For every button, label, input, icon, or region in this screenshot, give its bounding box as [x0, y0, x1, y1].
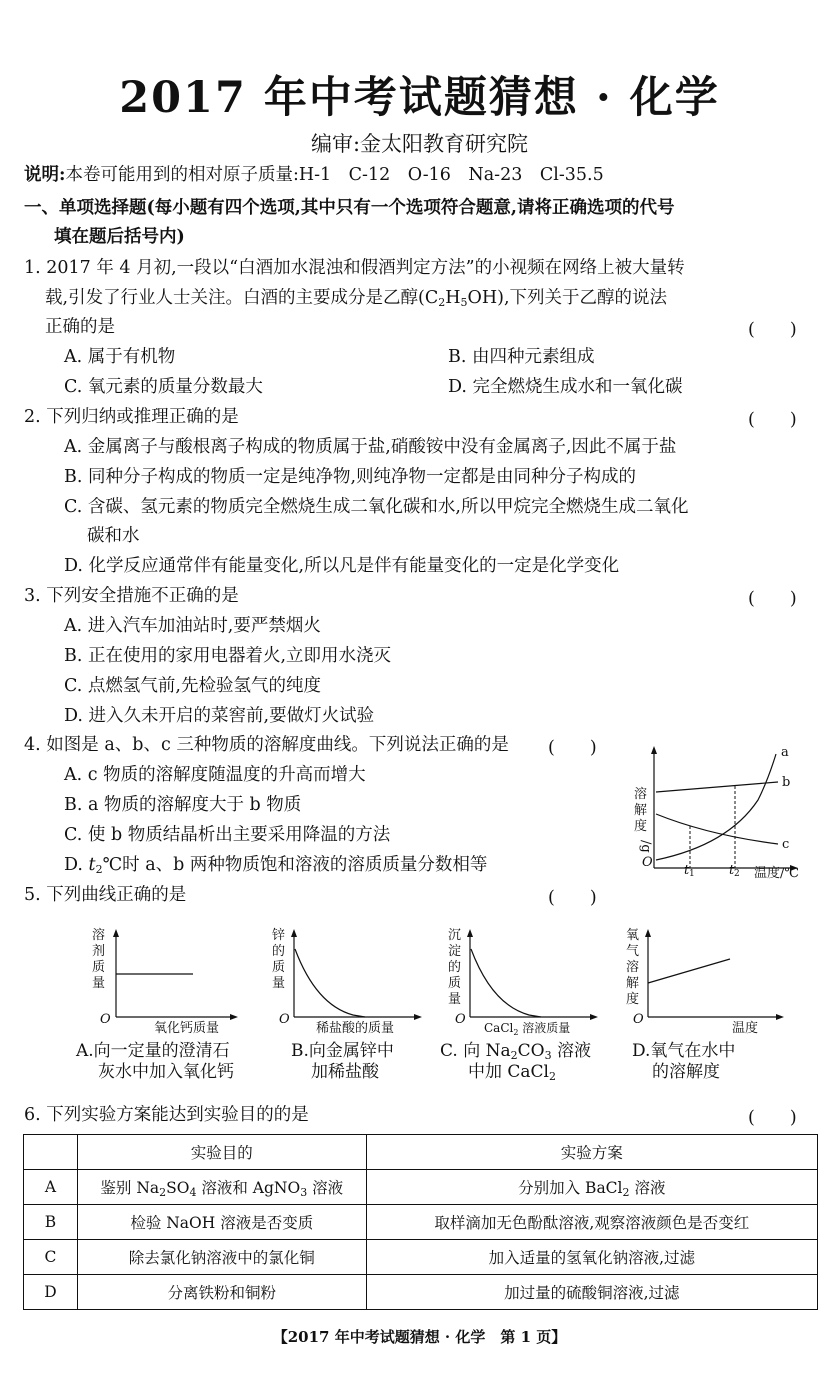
table-header — [24, 1135, 78, 1170]
t1-label: t — [684, 863, 690, 878]
ylabel-char: 量 — [272, 976, 286, 991]
curve-b-label: b — [782, 775, 791, 790]
row-purpose: 鉴别 $Na_2SO_4$ 溶液和 AgNO$_3$ 溶液 — [77, 1170, 366, 1205]
graph-xlabel: 氧化钙质量 — [154, 1021, 220, 1036]
table-header: 实验方案 — [366, 1135, 817, 1170]
q1-text-b: H — [445, 288, 461, 308]
q5-caption-d2: 的溶解度 — [652, 1062, 720, 1082]
q5-graph-d — [622, 925, 792, 1037]
ylabel-char: 量 — [92, 976, 106, 991]
ylabel-char: 度 — [626, 992, 640, 1007]
q4-stem: 4. 如图是 a、b、c 三种物质的溶解度曲线。下列说法正确的是 — [24, 735, 509, 755]
q4-d-sub: 2 — [95, 863, 103, 876]
q4-d-rest: ℃时 a、b 两种物质饱和溶液的溶质质量分数相等 — [102, 855, 488, 875]
q1-sub: 5 — [460, 296, 468, 309]
cap-text: C. 向 Na — [440, 1041, 511, 1061]
curve-a — [656, 754, 776, 860]
page-footer: 【2017 年中考试题猜想 · 化学 第 1 页】 — [272, 1328, 567, 1346]
q4-option-d — [64, 854, 487, 876]
graph-origin: O — [100, 1012, 111, 1027]
q4-option-b: B. a 物质的溶解度大于 b 物质 — [64, 795, 302, 815]
ylabel-char: 气 — [626, 944, 640, 959]
row-key: B — [24, 1205, 78, 1240]
cap-text: 中加 CaCl — [468, 1062, 549, 1082]
ylabel-char: 淀 — [448, 944, 462, 959]
graph-c-curve — [471, 949, 541, 1017]
ylabel-char: 锌 — [272, 928, 286, 943]
cap-sub: 3 — [544, 1049, 552, 1062]
graph-origin: O — [455, 1012, 466, 1027]
q4-d-prefix: D. — [64, 855, 89, 875]
q6-stem: 6. 下列实验方案能达到实验目的的是 — [24, 1105, 309, 1125]
q1-stem-line1: 1. 2017 年 4 月初,一段以“白酒加水混浊和假酒判定方法”的小视频在网络上被大量转 — [24, 258, 685, 278]
q5-answer-paren[interactable]: ( ) — [548, 888, 597, 908]
q3-stem: 3. 下列安全措施不正确的是 — [24, 586, 239, 606]
graph-origin: O — [633, 1012, 644, 1027]
experiment-table — [23, 1134, 818, 1310]
graph-xlabel: CaCl$_2$ 溶液质量 — [484, 1021, 571, 1037]
ylabel-char: 解 — [634, 803, 648, 818]
ylabel-char: 质 — [272, 960, 286, 975]
q6-answer-paren[interactable]: ( ) — [748, 1108, 797, 1128]
ylabel-char: 的 — [448, 960, 462, 975]
q1-option-b: B. 由四种元素组成 — [448, 347, 595, 367]
q1-stem-line2 — [45, 287, 667, 309]
page-title: 2017 年中考试题猜想 · 化学 — [119, 73, 720, 123]
cap-sub: 2 — [510, 1049, 518, 1062]
curve-a-label: a — [781, 745, 789, 760]
curve-c-label: c — [782, 837, 790, 852]
row-plan: 分别加入 BaCl$_2$ 溶液 — [366, 1170, 817, 1205]
q2-option-d: D. 化学反应通常伴有能量变化,所以凡是伴有能量变化的一定是化学变化 — [64, 556, 620, 576]
note-text: 本卷可能用到的相对原子质量:H-1 C-12 O-16 Na-23 Cl-35.5 — [65, 165, 604, 185]
row-plan: 取样滴加无色酚酞溶液,观察溶液颜色是否变红 — [366, 1205, 817, 1240]
q5-caption-b1: B.向金属锌中 — [291, 1041, 394, 1061]
row-plan: 加入适量的氢氧化钠溶液,过滤 — [366, 1240, 817, 1275]
q5-caption-a2: 灰水中加入氧化钙 — [98, 1062, 234, 1082]
q5-graph-c — [444, 925, 604, 1037]
q1-stem-line3: 正确的是 — [45, 317, 115, 337]
q3-option-d: D. 进入久未开启的菜窖前,要做灯火试验 — [64, 706, 375, 726]
q2-answer-paren[interactable]: ( ) — [748, 410, 797, 430]
q3-answer-paren[interactable]: ( ) — [748, 589, 797, 609]
ylabel-char: 质 — [92, 960, 106, 975]
q2-option-c: C. 含碳、氢元素的物质完全燃烧生成二氧化碳和水,所以甲烷完全燃烧生成二氧化 — [64, 497, 689, 517]
q4-option-c: C. 使 b 物质结晶析出主要采用降温的方法 — [64, 825, 391, 845]
q3-option-a: A. 进入汽车加油站时,要严禁烟火 — [64, 616, 321, 636]
graph-origin: O — [642, 855, 653, 870]
graph-b-curve — [295, 949, 365, 1017]
note-line — [24, 164, 604, 186]
q2-option-c-cont: 碳和水 — [87, 526, 140, 546]
row-purpose: 除去氯化钠溶液中的氯化铜 — [77, 1240, 366, 1275]
table-row — [24, 1205, 818, 1240]
graph-xlabel: 稀盐酸的质量 — [316, 1021, 395, 1036]
cap-sub: 2 — [549, 1070, 556, 1083]
q5-caption-c2 — [468, 1061, 556, 1083]
q5-caption-a1: A.向一定量的澄清石 — [76, 1041, 230, 1061]
q5-caption-c1 — [440, 1040, 591, 1062]
ylabel-char: 溶 — [634, 787, 648, 802]
cap-text: 溶液 — [551, 1041, 591, 1061]
ylabel-char: 量 — [448, 992, 462, 1007]
q5-caption-b2: 加稀盐酸 — [311, 1062, 379, 1082]
ylabel-char: 氧 — [626, 928, 640, 943]
table-header-row — [24, 1135, 818, 1170]
ylabel-char: 溶 — [92, 928, 106, 943]
graph-xlabel: 温度/℃ — [754, 866, 799, 881]
q1-option-a: A. 属于有机物 — [64, 347, 176, 367]
ylabel-char: 的 — [272, 944, 286, 959]
q1-text-a: 载,引发了行业人士关注。白酒的主要成分是乙醇(C — [45, 288, 439, 308]
q2-option-b: B. 同种分子构成的物质一定是纯净物,则纯净物一定都是由同种分子构成的 — [64, 467, 637, 487]
q1-answer-paren[interactable]: ( ) — [748, 320, 797, 340]
t2-sub: 2 — [734, 869, 740, 879]
ylabel-char: 剂 — [92, 944, 106, 959]
row-key: D — [24, 1275, 78, 1310]
ylabel-char: 沉 — [448, 928, 462, 943]
section1-heading-cont: 填在题后括号内) — [54, 227, 185, 247]
row-purpose: 分离铁粉和铜粉 — [77, 1275, 366, 1310]
note-label: 说明: — [24, 165, 66, 185]
row-key: A — [24, 1170, 78, 1205]
q4-option-a: A. c 物质的溶解度随温度的升高而增大 — [64, 765, 366, 785]
t2-label: t — [729, 863, 735, 878]
q1-text-c: OH),下列关于乙醇的说法 — [467, 288, 668, 308]
curve-c — [656, 814, 778, 844]
table-row — [24, 1275, 818, 1310]
ylabel-char: 解 — [626, 976, 640, 991]
section1-heading: 一、单项选择题(每小题有四个选项,其中只有一个选项符合题意,请将正确选项的代号 — [24, 198, 675, 218]
row-plan: 加过量的硫酸铜溶液,过滤 — [366, 1275, 817, 1310]
t1-sub: 1 — [689, 869, 695, 879]
table-row — [24, 1240, 818, 1275]
q5-stem: 5. 下列曲线正确的是 — [24, 885, 187, 905]
q5-graph-b — [268, 925, 428, 1037]
ylabel-char: 度 — [634, 819, 648, 834]
q4-answer-paren[interactable]: ( ) — [548, 738, 597, 758]
graph-d-line — [648, 959, 730, 983]
row-purpose: 检验 NaOH 溶液是否变质 — [77, 1205, 366, 1240]
solubility-curve-graph — [628, 740, 808, 882]
ylabel-char: 质 — [448, 976, 462, 991]
q2-option-a: A. 金属离子与酸根离子构成的物质属于盐,硝酸铵中没有金属离子,因此不属于盐 — [64, 437, 677, 457]
q3-option-c: C. 点燃氢气前,先检验氢气的纯度 — [64, 676, 321, 696]
q2-stem: 2. 下列归纳或推理正确的是 — [24, 407, 239, 427]
ylabel-char: 溶 — [626, 960, 640, 975]
q5-caption-d1: D.氧气在水中 — [632, 1041, 736, 1061]
q1-sub: 2 — [438, 296, 446, 309]
graph-origin: O — [279, 1012, 290, 1027]
table-row — [24, 1170, 818, 1205]
q5-graph-a — [82, 925, 242, 1037]
cap-text: CO — [517, 1041, 545, 1061]
q1-option-d: D. 完全燃烧生成水和一氧化碳 — [448, 377, 683, 397]
row-key: C — [24, 1240, 78, 1275]
ylabel-unit: /g — [638, 840, 653, 853]
graph-xlabel: 温度 — [732, 1021, 759, 1036]
table-header: 实验目的 — [77, 1135, 366, 1170]
curve-b — [656, 782, 778, 792]
q1-option-c: C. 氧元素的质量分数最大 — [64, 377, 263, 397]
q4-d-t: t — [88, 855, 96, 875]
q3-option-b: B. 正在使用的家用电器着火,立即用水浇灭 — [64, 646, 392, 666]
editor-line: 编审:金太阳教育研究院 — [310, 132, 529, 156]
